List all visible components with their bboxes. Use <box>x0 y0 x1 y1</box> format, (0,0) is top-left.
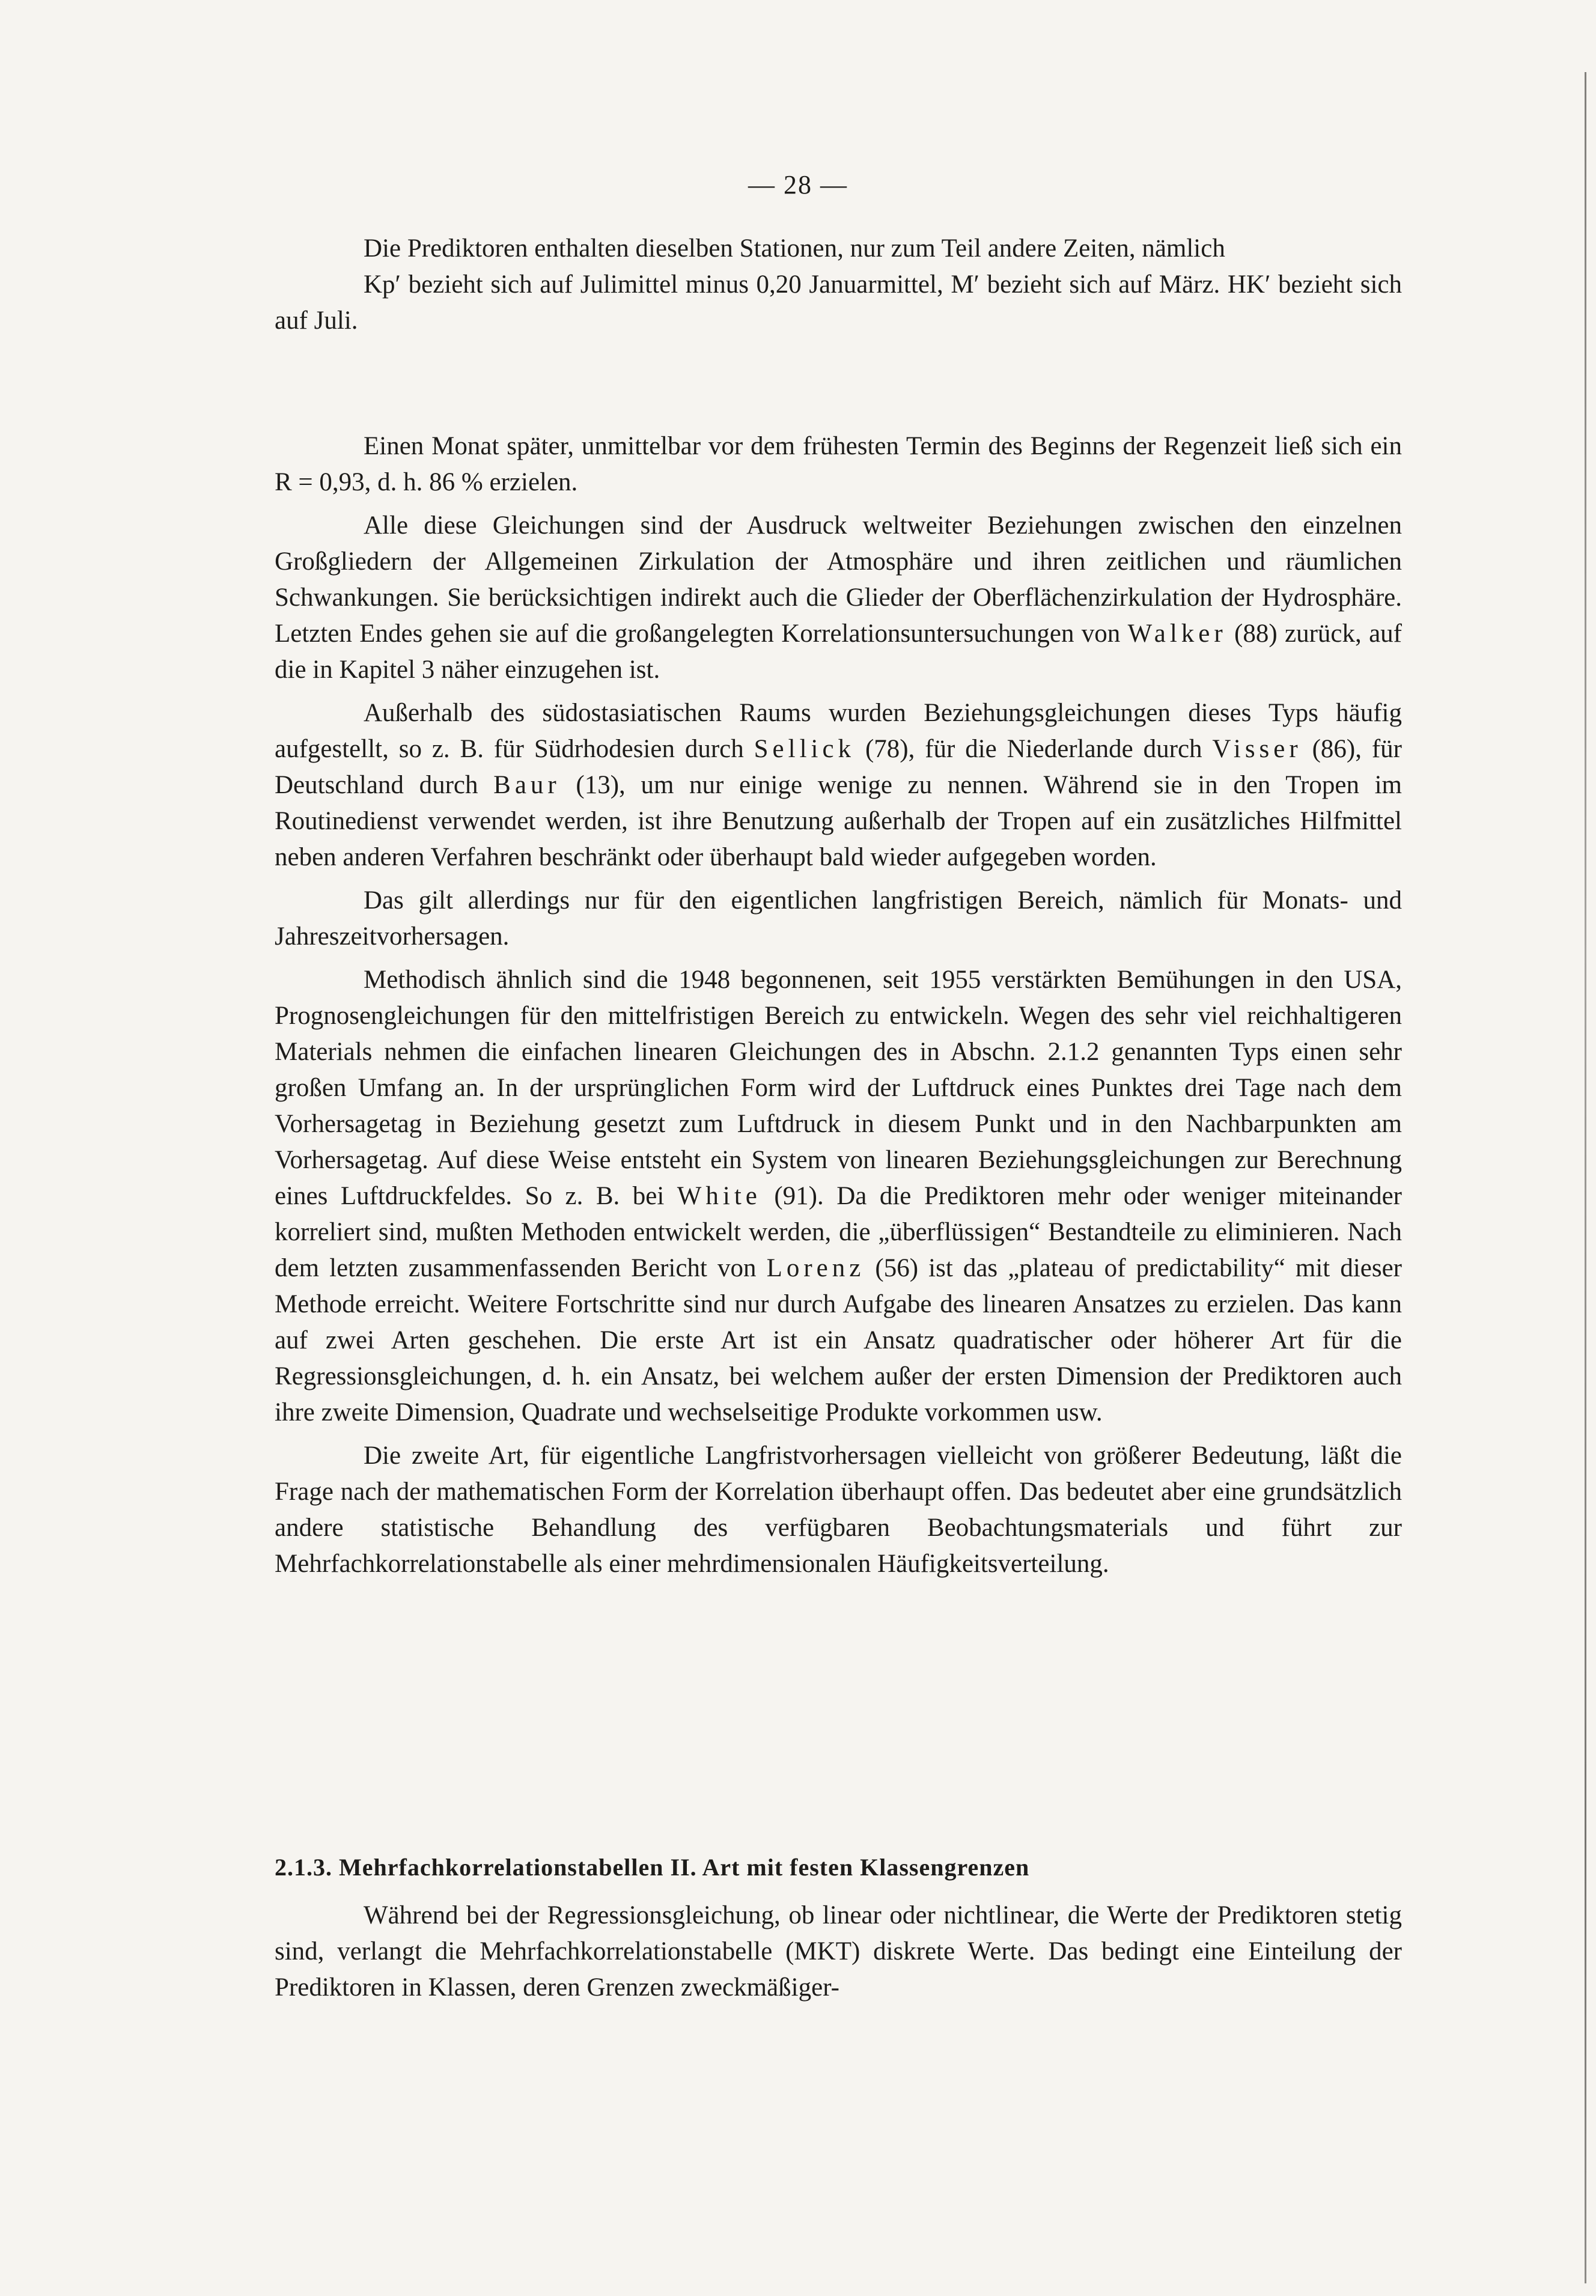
author-baur: Baur <box>493 771 561 799</box>
page-number: — 28 — <box>748 170 848 199</box>
paragraph: Alle diese Gleichungen sind der Ausdruck weltweiter Beziehungen zwischen den einzelnen Großgliedern der Allgemeinen Zirkulation der Atmosphäre und ihren zeitlichen und räumlichen Schwankungen. Sie berücksichtigen indirekt auch die Glieder der Oberflächenzirkulation der Hydrosphäre. Letzten Endes gehen sie auf die großangelegten Korrelationsuntersuchungen von Walker (88) zurück, auf die in Kapitel 3 näher einzugehen ist. <box>275 511 1402 684</box>
text-block-section <box>275 1898 1402 2006</box>
author-sellick: Sellick <box>754 735 856 763</box>
section-heading: 2.1.3. Mehrfachkorrelationstabellen II. Art mit festen Klassengrenzen <box>275 1854 1030 1881</box>
author-walker: Walker <box>1127 620 1227 648</box>
paragraph: Die zweite Art, für eigentliche Langfristvorhersagen vielleicht von größerer Bedeutung, läßt die Frage nach der mathematischen Form der Korrelation überhaupt offen. Das bedeutet aber eine grundsätzlich andere statistische Behandlung des verfügbaren Beobachtungsmaterials und führt zur Mehrfachkorrelationstabelle als einer mehrdimensionalen Häufigkeitsverteilung. <box>275 1442 1402 1578</box>
paragraph: Außerhalb des südostasiatischen Raums wurden Beziehungsgleichungen dieses Typs häufig aufgestellt, so z. B. für Südrhodesien durch Sellick (78), für die Niederlande durch Visser (86), für Deutschland durch Baur (13), um nur einige wenige zu nennen. Während sie in den Tropen im Routinedienst verwendet werden, ist ihre Benutzung außerhalb der Tropen auf ein zusätzliches Hilfmittel neben anderen Verfahren beschränkt oder überhaupt bald wieder aufgegeben worden. <box>275 699 1402 871</box>
paragraph: Methodisch ähnlich sind die 1948 begonnenen, seit 1955 verstärkten Bemühungen in den USA, Prognosengleichungen für den mittelfristigen Bereich zu entwickeln. Wegen des sehr viel reichhaltigeren Materials nehmen die einfachen linearen Gleichungen des in Abschn. 2.1.2 genannten Typs einen sehr großen Umfang an. In der ursprünglichen Form wird der Luftdruck eines Punktes drei Tage nach dem Vorhersagetag in Beziehung gesetzt zum Luftdruck in diesem Punkt und in den Nachbarpunkten am Vorhersagetag. Auf diese Weise entsteht ein System von linearen Beziehungsgleichungen zur Berechnung eines Luftdruckfeldes. So z. B. bei White (91). Da die Prediktoren mehr oder weniger miteinander korreliert sind, mußten Methoden entwickelt werden, die „überflüssigen“ Bestandteile zu eliminieren. Nach dem letzten zusammenfassenden Bericht von Lorenz (56) ist das „plateau of predictability“ mit dieser Methode erreicht. Weitere Fortschritte sind nur durch Aufgabe des linearen Ansatzes zu erzielen. Das kann auf zwei Arten geschehen. Die erste Art ist ein Ansatz quadratischer oder höherer Art für die Regressionsgleichungen, d. h. ein Ansatz, bei welchem außer der ersten Dimension der Prediktoren auch ihre zweite Dimension, Quadrate und wechselseitige Produkte vorkommen usw. <box>275 966 1403 1427</box>
paragraph: Kp′ bezieht sich auf Julimittel minus 0,20 Januarmittel, M′ bezieht sich auf März. HK′ bezieht sich auf Juli. <box>275 270 1402 335</box>
author-white: White <box>677 1182 761 1210</box>
text-block-main <box>275 428 1402 1582</box>
paragraph: Einen Monat später, unmittelbar vor dem frühesten Termin des Beginns der Regenzeit ließ sich ein R = 0,93, d. h. 86 % erzielen. <box>275 432 1402 496</box>
paragraph: Die Prediktoren enthalten dieselben Stationen, nur zum Teil andere Zeiten, nämlich <box>364 234 1225 263</box>
author-visser: Visser <box>1212 735 1302 763</box>
paragraph: Das gilt allerdings nur für den eigentlichen langfristigen Bereich, nämlich für Monats- und Jahreszeitvorhersagen. <box>275 886 1402 951</box>
scan-edge-line <box>1585 72 1586 2283</box>
text-block-top <box>275 231 1402 339</box>
paragraph: Während bei der Regressionsgleichung, ob linear oder nichtlinear, die Werte der Prediktoren stetig sind, verlangt die Mehrfachkorrelationstabelle (MKT) diskrete Werte. Das bedingt eine Einteilung der Prediktoren in Klassen, deren Grenzen zweckmäßiger- <box>275 1901 1402 2002</box>
author-lorenz: Lorenz <box>766 1254 865 1282</box>
